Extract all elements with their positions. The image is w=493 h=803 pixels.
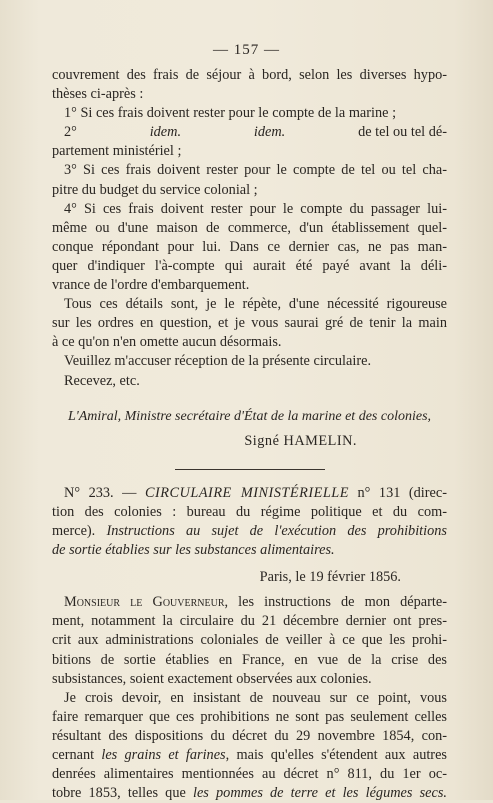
heading-italic: Instructions au sujet de l'exécution des prohibitions (106, 522, 447, 539)
heading-line: de sortie établies sur les substances alimentaires. (52, 542, 335, 559)
heading-line (52, 522, 447, 541)
text-line: 1° Si ces frais doivent rester pour le compte de la marine ; (64, 105, 397, 122)
list-item-3 (52, 161, 447, 199)
text-span: cernant (52, 747, 102, 763)
closing-request (52, 352, 447, 371)
text-span: , mais qu'elles s'étendent aux autres (225, 747, 447, 763)
text-line: Veuillez m'accuser réception de la présente circulaire. (64, 353, 372, 370)
heading-line: tion des colonies : bureau du régime politique et du com- (52, 503, 447, 520)
signatory-name: Signé HAMELIN. (244, 432, 357, 449)
text-line: couvrement des frais de séjour à bord, selon les diverses hypo- (52, 67, 447, 83)
text-line (52, 784, 447, 803)
text-line: thèses ci-après : (52, 86, 144, 103)
text-line: bitions de sortie établies en France, en vue de la crise des (52, 651, 447, 668)
text-line: conque répondant pour lui. Dans ce dernier cas, ne pas man- (52, 238, 447, 255)
text-line: 4° Si ces frais doivent rester pour le compte du passager lui- (64, 200, 447, 217)
heading-line (52, 484, 447, 503)
circular-heading (52, 484, 447, 560)
text-line: denrées alimentaires mentionnées au décret n° 811, du 1er oc- (52, 766, 447, 783)
body-paragraph-1 (52, 593, 447, 688)
text-line: Je crois devoir, en insistant de nouveau sur ce point, vous (64, 689, 447, 706)
closing-formula (52, 372, 447, 391)
text-line (52, 593, 447, 612)
text-line: ment, notamment la circulaire du 21 décembre dernier ont pres- (52, 613, 447, 630)
text-line: quer d'indiquer l'à-compte qui aurait été payé avant la déli- (52, 257, 447, 274)
text-line: 3° Si ces frais doivent rester pour le compte de tel ou tel cha- (64, 162, 447, 179)
text-line: à ce qu'on n'en omette aucun désormais. (52, 334, 282, 351)
body-paragraph-2 (52, 689, 447, 803)
page-body (52, 66, 447, 803)
text-line: faire remarquer que ces prohibitions ne sont pas seulement celles (52, 708, 447, 725)
text-line: même ou d'une maison de commerce, d'un établissement quel- (52, 219, 447, 236)
signatory-title: L'Amiral, Ministre secrétaire d'État de la marine et des colonies, (67, 408, 432, 424)
idem-text: idem. (149, 124, 182, 141)
text-line: Tous ces détails sont, je le répète, d'une nécessité rigoureuse (64, 296, 447, 313)
dateline: Paris, le 19 février 1856. (259, 569, 401, 586)
idem-text: idem. (253, 124, 286, 141)
page-number: — 157 — (213, 42, 280, 58)
text-line: partement ministériel ; (52, 143, 182, 160)
text-line: crit aux administrations coloniales de veiller à ce que les prohi- (52, 632, 447, 649)
paragraph-details (52, 295, 447, 352)
text-line: vrance de l'ordre d'embarquement. (52, 277, 250, 294)
circular-ref: n° 131 (direc- (348, 484, 447, 501)
text-line: de tel ou tel dé- (358, 124, 447, 141)
list-item-1 (52, 104, 447, 123)
text-line: Recevez, etc. (64, 372, 140, 389)
section-divider (175, 469, 325, 470)
circular-number: N° 233. (64, 484, 114, 501)
italic-span: les grains et farines (101, 747, 226, 763)
dash: — (113, 484, 145, 501)
salutation: Monsieur le Gouverneur, (64, 594, 229, 611)
circular-title: CIRCULAIRE MINISTÉRIELLE (144, 484, 349, 501)
item-number: 2° (64, 124, 77, 141)
text-span: les instructions de mon départe- (228, 594, 447, 611)
italic-span: les pommes de terre et les légumes secs. (192, 785, 448, 802)
text-line (52, 746, 447, 765)
text-line: pitre du budget du service colonial ; (52, 181, 258, 198)
list-item-4 (52, 200, 447, 295)
text-span: tobre 1853, telles que (52, 785, 193, 802)
paragraph-frais (52, 66, 447, 104)
text-line: sur les ordres en question, et je vous saurai gré de tenir la main (52, 315, 447, 332)
text-line: subsistances, soient exactement observées aux colonies. (52, 670, 372, 687)
idem-row (52, 123, 447, 142)
heading-text: merce). (52, 522, 107, 539)
text-line: résultant des dispositions du décret du 29 novembre 1854, con- (52, 727, 447, 744)
list-item-2 (52, 123, 447, 161)
